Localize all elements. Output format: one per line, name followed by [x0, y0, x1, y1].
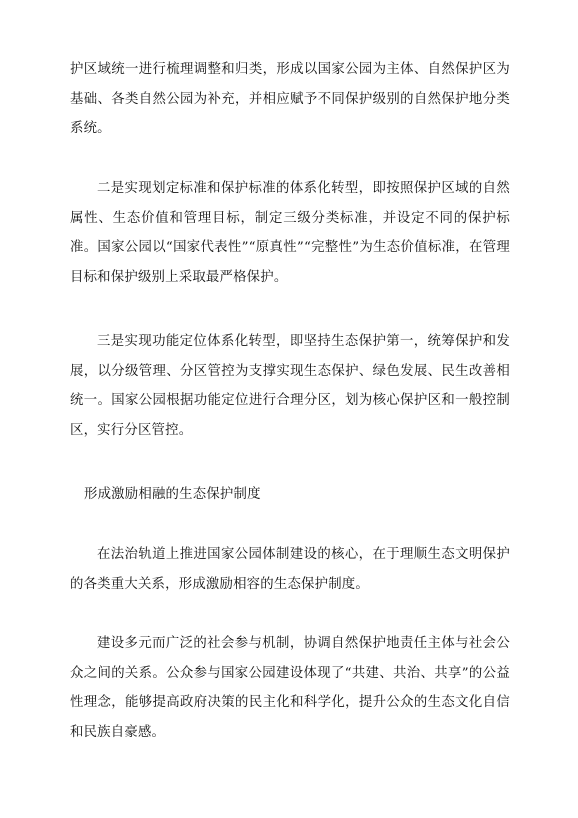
paragraph-core-of-system: 在法治轨道上推进国家公园体制建设的核心，在于理顺生态文明保护的各类重大关系，形成激励相容的生态保护制度。	[70, 547, 510, 592]
section-heading: 形成激励相融的生态保护制度	[84, 487, 261, 502]
paragraph-function-positioning: 三是实现功能定位体系化转型，即坚持生态保护第一，统筹保护和发展，以分级管理、分区管控为支撑实现生态保护、绿色发展、民生改善相统一。国家公园根据功能定位进行合理分区，划为核心保护区和一般控制区，实行分区管控。	[70, 334, 510, 438]
paragraph-standards-transformation: 二是实现划定标准和保护标准的体系化转型，即按照保护区域的自然属性、生态价值和管理目标，制定三级分类标准，并设定不同的保护标准。国家公园以“国家代表性”“原真性”“完整性”为生态价值标准，在管理目标和保护级别上采取最严格保护。	[70, 181, 510, 285]
paragraph-classification-system: 护区域统一进行梳理调整和归类，形成以国家公园为主体、自然保护区为基础、各类自然公园为补充，并相应赋予不同保护级别的自然保护地分类系统。	[70, 62, 510, 136]
paragraph-social-participation: 建设多元而广泛的社会参与机制，协调自然保护地责任主体与社会公众之间的关系。公众参与国家公园建设体现了“共建、共治、共享”的公益性理念，能够提高政府决策的民主化和科学化，提升公众的生态文化自信和民族自豪感。	[70, 636, 510, 740]
